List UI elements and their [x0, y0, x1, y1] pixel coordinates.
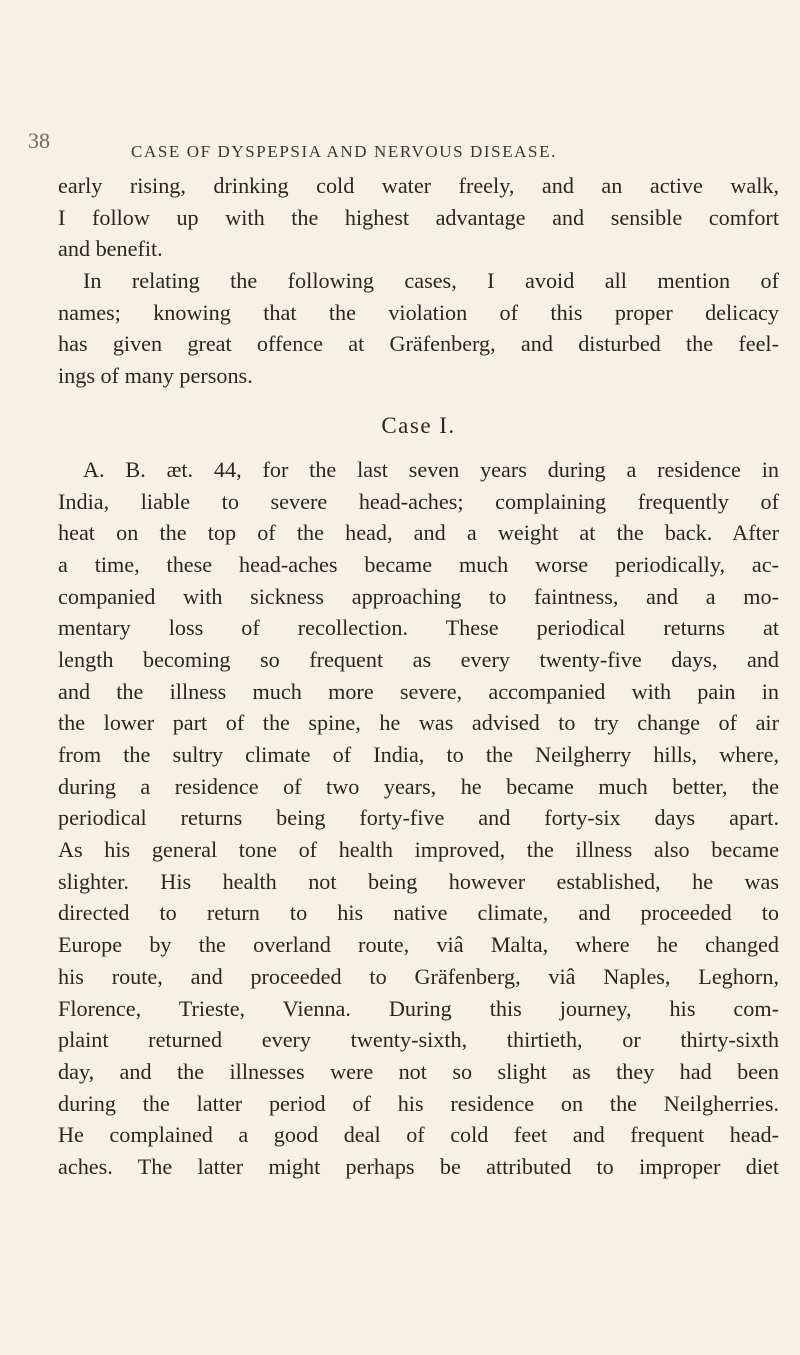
text-line: the lower part of the spine, he was advised to try change of air [58, 710, 779, 736]
text-line: early rising, drinking cold water freely, and an active walk, [58, 173, 779, 198]
running-title: CASE OF DYSPEPSIA AND NERVOUS DISEASE. [131, 142, 557, 161]
text-line: aches. The latter might perhaps be attributed to improper diet [58, 1153, 779, 1179]
text-line: a time, these head-aches became much worse periodically, ac- [58, 551, 779, 577]
text-line: As his general tone of health improved, the illness also became [58, 837, 779, 863]
body-text [58, 170, 779, 1183]
case-heading: Case I. [381, 412, 456, 438]
text-line: and benefit. [58, 236, 163, 262]
text-line: mentary loss of recollection. These periodical returns at [58, 615, 779, 641]
paragraph-case-one [58, 454, 779, 1183]
text-line: and the illness much more severe, accompanied with pain in [58, 678, 779, 704]
text-line: India, liable to severe head-aches; complaining frequently of [58, 488, 779, 514]
text-line: periodical returns being forty-five and forty-six days apart. [58, 805, 779, 831]
text-line: directed to return to his native climate, and proceeded to [58, 900, 779, 926]
paragraph-relating-cases [58, 265, 779, 392]
text-line: ings of many persons. [58, 363, 253, 389]
paragraph-continuation [58, 170, 779, 265]
text-line: companied with sickness approaching to faintness, and a mo- [58, 583, 779, 609]
running-head [0, 128, 800, 172]
text-line: his route, and proceeded to Gräfenberg, viâ Naples, Leghorn, [58, 963, 779, 989]
text-line: during the latter period of his residence on the Neilgherries. [58, 1090, 779, 1116]
text-line: slighter. His health not being however established, he was [58, 868, 779, 894]
text-line: length becoming so frequent as every twenty-five days, and [58, 646, 779, 672]
text-line: I follow up with the highest advantage and sensible comfort [58, 204, 779, 230]
text-line: He complained a good deal of cold feet and frequent head- [58, 1122, 779, 1148]
text-line: has given great offence at Gräfenberg, and disturbed the feel- [58, 331, 779, 357]
text-line: heat on the top of the head, and a weight at the back. After [58, 520, 779, 546]
page-number: 38 [28, 128, 50, 153]
text-line: from the sultry climate of India, to the Neilgherry hills, where, [58, 742, 779, 767]
text-line: Europe by the overland route, viâ Malta, where he changed [58, 932, 779, 958]
text-line: during a residence of two years, he became much better, the [58, 773, 779, 799]
text-line: names; knowing that the violation of this proper delicacy [58, 299, 779, 325]
text-line: Florence, Trieste, Vienna. During this journey, his com- [58, 995, 779, 1021]
text-line: A. B. æt. 44, for the last seven years during a residence in [83, 456, 779, 482]
text-line: plaint returned every twenty-sixth, thirtieth, or thirty-sixth [58, 1027, 779, 1053]
text-line: day, and the illnesses were not so slight as they had been [58, 1058, 779, 1084]
text-line: In relating the following cases, I avoid all mention of [83, 268, 779, 294]
